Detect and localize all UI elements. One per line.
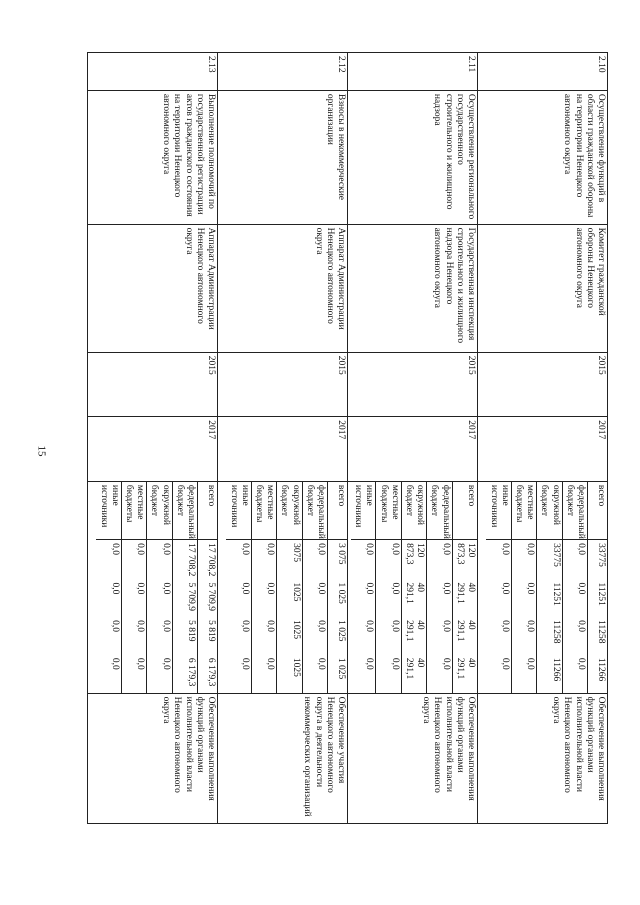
funding-value: 120 873,3	[452, 540, 477, 580]
executor: Аппарат Администрации Ненецкого автономного округа	[88, 224, 218, 352]
funding-value: 17 708,2	[172, 540, 197, 580]
funding-row	[251, 482, 276, 693]
funding-row	[172, 482, 197, 693]
funding-value: 0,0	[147, 655, 172, 693]
funding-row	[376, 482, 401, 693]
funding-value: 5 819	[198, 617, 218, 655]
table-row	[88, 53, 218, 824]
start-year: 2015	[478, 352, 608, 417]
funding-table	[486, 482, 607, 693]
funding-value: 0,0	[376, 579, 401, 617]
activity-name: Осуществление функций в области гражданской обороны на территории Ненецкого автономного округа	[478, 90, 608, 224]
funding-value: 0,0	[376, 655, 401, 693]
funding-value: 40 291,1	[401, 579, 426, 617]
table-row	[348, 53, 478, 824]
row-number: 2.11	[348, 53, 478, 91]
funding-value: 0,0	[562, 617, 587, 655]
funding-value: 40 291,1	[452, 655, 477, 693]
expected-result: Обеспечение участия Ненецкого автономного округа в деятельности некоммерческих организаций	[218, 693, 348, 823]
rotated-table-container	[88, 52, 608, 824]
funding-value: 0,0	[147, 579, 172, 617]
start-year: 2015	[348, 352, 478, 417]
funding-value: 0,0	[147, 617, 172, 655]
funding-value: 11251	[588, 579, 608, 617]
funding-value: 0,0	[239, 582, 250, 595]
funding-row	[427, 482, 452, 693]
funding-value: 0,0	[562, 540, 587, 580]
funding-value: 0,0	[364, 620, 375, 633]
end-year: 2017	[478, 417, 608, 482]
funding-sources-cell	[88, 481, 218, 693]
funding-row	[401, 482, 426, 693]
expected-result: Обеспечение выполнения функций органами исполнительной власти Ненецкого автономного округа	[348, 693, 478, 823]
funding-value: 0,0	[251, 540, 276, 580]
row-number: 2.13	[88, 53, 218, 91]
funding-row	[452, 482, 477, 693]
funding-row	[302, 482, 327, 693]
start-year: 2015	[218, 352, 348, 417]
funding-source-label: иные источники	[486, 482, 511, 540]
activity-name: Взносы в некоммерческие организации	[218, 90, 348, 224]
funding-value: 0,0	[364, 582, 375, 595]
funding-row	[486, 482, 511, 693]
funding-value: 1025	[277, 579, 302, 617]
funding-row	[562, 482, 587, 693]
funding-source-label: всего	[328, 482, 348, 540]
funding-row	[588, 482, 608, 693]
funding-sources-cell	[218, 481, 348, 693]
funding-value: 5 709,9	[198, 579, 218, 617]
funding-source-label: всего	[452, 482, 477, 540]
funding-value: 0,0	[251, 617, 276, 655]
funding-source-label: иные источники	[226, 482, 251, 540]
funding-source-label: местные бюджеты	[251, 482, 276, 540]
funding-value: 0,0	[427, 540, 452, 580]
funding-value: 17 708,2	[198, 540, 218, 580]
funding-value: 0,0	[147, 540, 172, 580]
funding-value: 33775	[537, 540, 562, 580]
funding-value: 0,0	[376, 540, 401, 580]
expected-result: Обеспечение выполнения функций органами исполнительной власти Ненецкого автономного округа	[478, 693, 608, 823]
table-row	[218, 53, 348, 824]
funding-value: 40 291,1	[452, 617, 477, 655]
funding-value: 11258	[588, 617, 608, 655]
funding-value: 0,0	[109, 582, 120, 595]
funding-value: 5 709,9	[172, 579, 197, 617]
end-year: 2017	[348, 417, 478, 482]
expected-result: Обеспечение выполнения функций органами исполнительной власти Ненецкого автономного округа	[88, 693, 218, 823]
funding-value: 0,0	[251, 655, 276, 693]
funding-value: 0,0	[109, 657, 120, 670]
row-number: 2.10	[478, 53, 608, 91]
funding-value: 0,0	[499, 620, 510, 633]
funding-value: 0,0	[364, 657, 375, 670]
activity-name: Осуществление регионального государственного строительного и жилищного надзора	[348, 90, 478, 224]
funding-value: 11266	[537, 655, 562, 693]
funding-source-label: федеральный бюджет	[427, 482, 452, 540]
funding-value: 0,0	[427, 655, 452, 693]
funding-value: 0,0	[376, 617, 401, 655]
funding-value: 11251	[537, 579, 562, 617]
funding-table	[226, 482, 347, 693]
row-number: 2.12	[218, 53, 348, 91]
funding-value: 6 179,3	[198, 655, 218, 693]
end-year: 2017	[218, 417, 348, 482]
funding-value: 6 179,3	[172, 655, 197, 693]
executor: Аппарат Администрации Ненецкого автономного округа	[218, 224, 348, 352]
funding-value: 0,0	[364, 543, 375, 555]
funding-row	[351, 482, 376, 693]
funding-value: 1025	[277, 655, 302, 693]
funding-value: 0,0	[109, 620, 120, 633]
funding-sources-cell	[478, 481, 608, 693]
funding-value: 120 873,3	[401, 540, 426, 580]
funding-value: 0,0	[121, 540, 146, 580]
executor: Государственная инспекция строительного и жилищного надзора Ненецкого автономного округа	[348, 224, 478, 352]
funding-source-label: окружной бюджет	[147, 482, 172, 540]
funding-value: 0,0	[511, 579, 536, 617]
funding-value: 3 075	[328, 540, 348, 580]
funding-value: 33775	[588, 540, 608, 580]
funding-value: 0,0	[562, 579, 587, 617]
funding-source-label: местные бюджеты	[511, 482, 536, 540]
funding-source-label: всего	[198, 482, 218, 540]
funding-value: 0,0	[427, 617, 452, 655]
funding-source-label: окружной бюджет	[401, 482, 426, 540]
funding-value: 0,0	[427, 579, 452, 617]
funding-value: 1 025	[328, 655, 348, 693]
funding-value: 0,0	[511, 617, 536, 655]
funding-value: 0,0	[239, 543, 250, 555]
funding-value: 0,0	[121, 579, 146, 617]
activity-name: Выполнение полномочий по государственной регистрации актов гражданского состояния на территории Ненецкого автономного округа	[88, 90, 218, 224]
funding-value: 0,0	[302, 540, 327, 580]
funding-value: 0,0	[562, 655, 587, 693]
funding-value: 3075	[277, 540, 302, 580]
funding-value: 40 291,1	[401, 617, 426, 655]
funding-table	[351, 482, 477, 693]
funding-value: 0,0	[511, 655, 536, 693]
funding-value: 0,0	[499, 657, 510, 670]
funding-value: 1 025	[328, 617, 348, 655]
funding-table	[96, 482, 217, 693]
funding-source-label: местные бюджеты	[121, 482, 146, 540]
end-year: 2017	[88, 417, 218, 482]
funding-source-label: иные источники	[96, 482, 121, 540]
funding-value: 0,0	[302, 655, 327, 693]
funding-row	[121, 482, 146, 693]
funding-value: 0,0	[302, 617, 327, 655]
funding-row	[511, 482, 536, 693]
funding-value: 0,0	[121, 617, 146, 655]
funding-row	[226, 482, 251, 693]
funding-row	[328, 482, 348, 693]
funding-value: 11258	[537, 617, 562, 655]
funding-value: 0,0	[239, 657, 250, 670]
funding-value: 0,0	[511, 540, 536, 580]
funding-row	[147, 482, 172, 693]
funding-value: 0,0	[121, 655, 146, 693]
start-year: 2015	[88, 352, 218, 417]
funding-row	[96, 482, 121, 693]
funding-value: 0,0	[251, 579, 276, 617]
funding-row	[277, 482, 302, 693]
funding-sources-cell	[348, 481, 478, 693]
funding-source-label: федеральный бюджет	[562, 482, 587, 540]
funding-value: 0,0	[499, 582, 510, 595]
executor: Комитет гражданской обороны Ненецкого автономного округа	[478, 224, 608, 352]
funding-value: 40 291,1	[401, 655, 426, 693]
funding-value: 1 025	[328, 579, 348, 617]
funding-source-label: федеральный бюджет	[302, 482, 327, 540]
funding-value: 0,0	[109, 543, 120, 555]
program-activities-table	[87, 52, 608, 824]
funding-value: 11266	[588, 655, 608, 693]
funding-value: 1025	[277, 617, 302, 655]
funding-value: 0,0	[499, 543, 510, 555]
funding-row	[537, 482, 562, 693]
funding-source-label: иные источники	[351, 482, 376, 540]
funding-source-label: окружной бюджет	[537, 482, 562, 540]
table-row	[478, 53, 608, 824]
funding-value: 0,0	[239, 620, 250, 633]
funding-value: 0,0	[302, 579, 327, 617]
funding-row	[198, 482, 218, 693]
funding-value: 40 291,1	[452, 579, 477, 617]
funding-source-label: федеральный бюджет	[172, 482, 197, 540]
funding-value: 5 819	[172, 617, 197, 655]
page-number: 15	[35, 445, 48, 457]
funding-source-label: окружной бюджет	[277, 482, 302, 540]
funding-source-label: всего	[588, 482, 608, 540]
funding-source-label: местные бюджеты	[376, 482, 401, 540]
